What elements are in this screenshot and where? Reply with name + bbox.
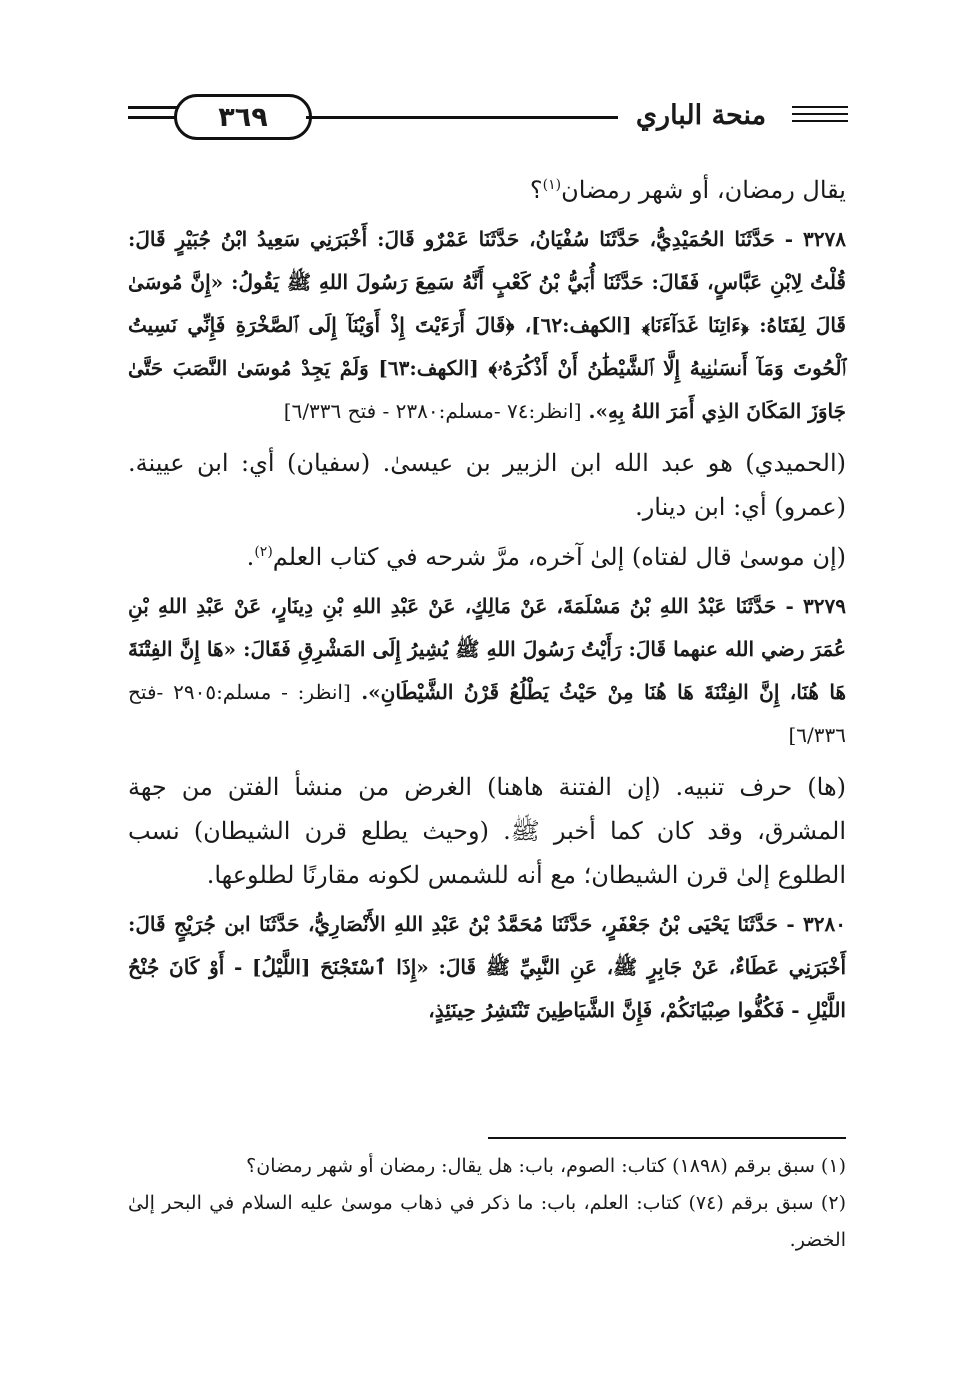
hadith-3278 xyxy=(128,218,846,433)
commentary-musa-text: (إن موسىٰ قال لفتاه) إلىٰ آخره، مرَّ شرحه في كتاب العلم xyxy=(272,543,846,571)
page-number-badge xyxy=(174,94,312,140)
page-number: ٣٦٩ xyxy=(218,101,268,133)
book-title: منحة الباري xyxy=(635,100,767,131)
page-body xyxy=(128,168,846,1040)
hadith-3279 xyxy=(128,585,846,757)
commentary-3279: (ها) حرف تنبيه. (إن الفتنة هاهنا) الغرض من منشأ الفتن من جهة المشرق، وقد كان كما أخبر ﷺ. (وحيث يطلع قرن الشيطان) نسب الطلوع إلىٰ قرن الشيطان؛ مع أنه للشمس لكونه مقارنًا لطلوعها. xyxy=(128,773,846,889)
commentary-musa-end: . xyxy=(246,543,255,571)
footnote-separator xyxy=(488,1137,846,1139)
hadith-3280 xyxy=(128,903,846,1032)
header-rule-right-middle xyxy=(792,113,848,115)
intro-text: يقال رمضان، أو شهر رمضان xyxy=(561,176,846,204)
intro-end: ؟ xyxy=(529,176,543,204)
header-rule-right-top xyxy=(792,106,848,108)
footnote-ref-1[interactable]: (١) xyxy=(542,177,562,193)
hadith-3279-reference: [انظر: - مسلم:٢٩٠٥ -فتح ٦/٣٣٦] xyxy=(128,680,846,747)
hadith-3279-text: ٣٢٧٩ - حَدَّثَنَا عَبْدُ اللهِ بْنُ مَسْلَمَةَ، عَنْ مَالِكٍ، عَنْ عَبْدِ اللهِ بْنِ دِينَارٍ، عَنْ عَبْدِ اللهِ بْنِ عُمَرَ رضي الله عنهما قَالَ: رَأَيْتُ رَسُولَ اللهِ ﷺ يُشِيرُ إِلَى المَشْرِقِ فَقَالَ: «هَا إِنَّ الفِتْنَةَ هَا هُنَا، إِنَّ الفِتْنَةَ هَا هُنَا مِنْ حَيْثُ يَطْلُعُ قَرْنُ الشَّيْطَانِ». xyxy=(128,594,847,704)
hadith-3280-text: ٣٢٨٠ - حَدَّثَنَا يَحْيَى بْنُ جَعْفَرٍ، حَدَّثَنَا مُحَمَّدُ بْنُ عَبْدِ اللهِ الأَنْصَارِيُّ، حَدَّثَنَا ابن جُرَيْجٍ قَالَ: أَخْبَرَنِي عَطَاءٌ، عَنْ جَابِرٍ ﷺ، عَنِ النَّبِيِّ ﷺ قَالَ: «إِذَا ٱسْتَجْنَحَ [اللَّيْلُ] - أَوْ كَانَ جُنْحُ اللَّيْلِ - فَكُفُّوا صِبْيَانَكُمْ، فَإِنَّ الشَّيَاطِينَ تَنْتَشِرُ حِينَئِذٍ، xyxy=(128,912,846,1022)
footnotes xyxy=(128,1148,846,1259)
commentary-3278-musa xyxy=(128,535,846,579)
footnote-ref-2[interactable]: (٢) xyxy=(254,544,273,560)
footnote-2: (٢) سبق برقم (٧٤) كتاب: العلم، باب: ما ذكر في ذهاب موسىٰ عليه السلام في البحر إلىٰ الخضر. xyxy=(128,1192,846,1251)
page-header xyxy=(128,92,848,152)
footnote-1: (١) سبق برقم (١٨٩٨) كتاب: الصوم، باب: هل يقال: رمضان أو شهر رمضان؟ xyxy=(246,1155,846,1177)
commentary-3278-names: (الحميدي) هو عبد الله ابن الزبير بن عيسىٰ. (سفيان) أي: ابن عيينة. (عمرو) أي: ابن دينار. xyxy=(128,449,846,521)
hadith-3278-text: ٣٢٧٨ - حَدَّثَنَا الحُمَيْدِيُّ، حَدَّثَنَا سُفْيَانُ، حَدَّثَنَا عَمْرٌو قَالَ: أَخْبَرَنِي سَعِيدُ ابْنُ جُبَيْرٍ قَالَ: قُلْتُ لِابْنِ عَبَّاسٍ، فَقَالَ: حَدَّثَنَا أُبَيُّ بْنُ كَعْبٍ أَنَّهُ سَمِعَ رَسُولَ اللهِ ﷺ يَقُولُ: «إِنَّ مُوسَىٰ قَالَ لِفَتَاهُ: ﴿ءَاتِنَا غَدَآءَنَا﴾ [الكهف:٦٢]، ﴿قَالَ أَرَءَيْتَ إِذْ أَوَيْنَآ إِلَى ٱلصَّخْرَةِ فَإِنِّي نَسِيتُ ٱلْحُوتَ وَمَآ أَنسَىٰنِيهُ إِلَّا ٱلشَّيْطَٰنُ أَنْ أَذْكُرَهُۥ﴾ [الكهف:٦٣] وَلَمْ يَجِدْ مُوسَىٰ النَّصَبَ حَتَّىٰ جَاوَزَ المَكَانَ الذِي أَمَرَ اللهُ بِهِ». xyxy=(128,227,846,423)
hadith-3278-reference: [انظر:٧٤ -مسلم:٢٣٨٠ - فتح ٦/٣٣٦] xyxy=(283,399,582,423)
header-rule-middle xyxy=(306,116,618,119)
header-rule-right-bottom xyxy=(792,120,848,122)
paragraph-intro xyxy=(128,168,846,212)
